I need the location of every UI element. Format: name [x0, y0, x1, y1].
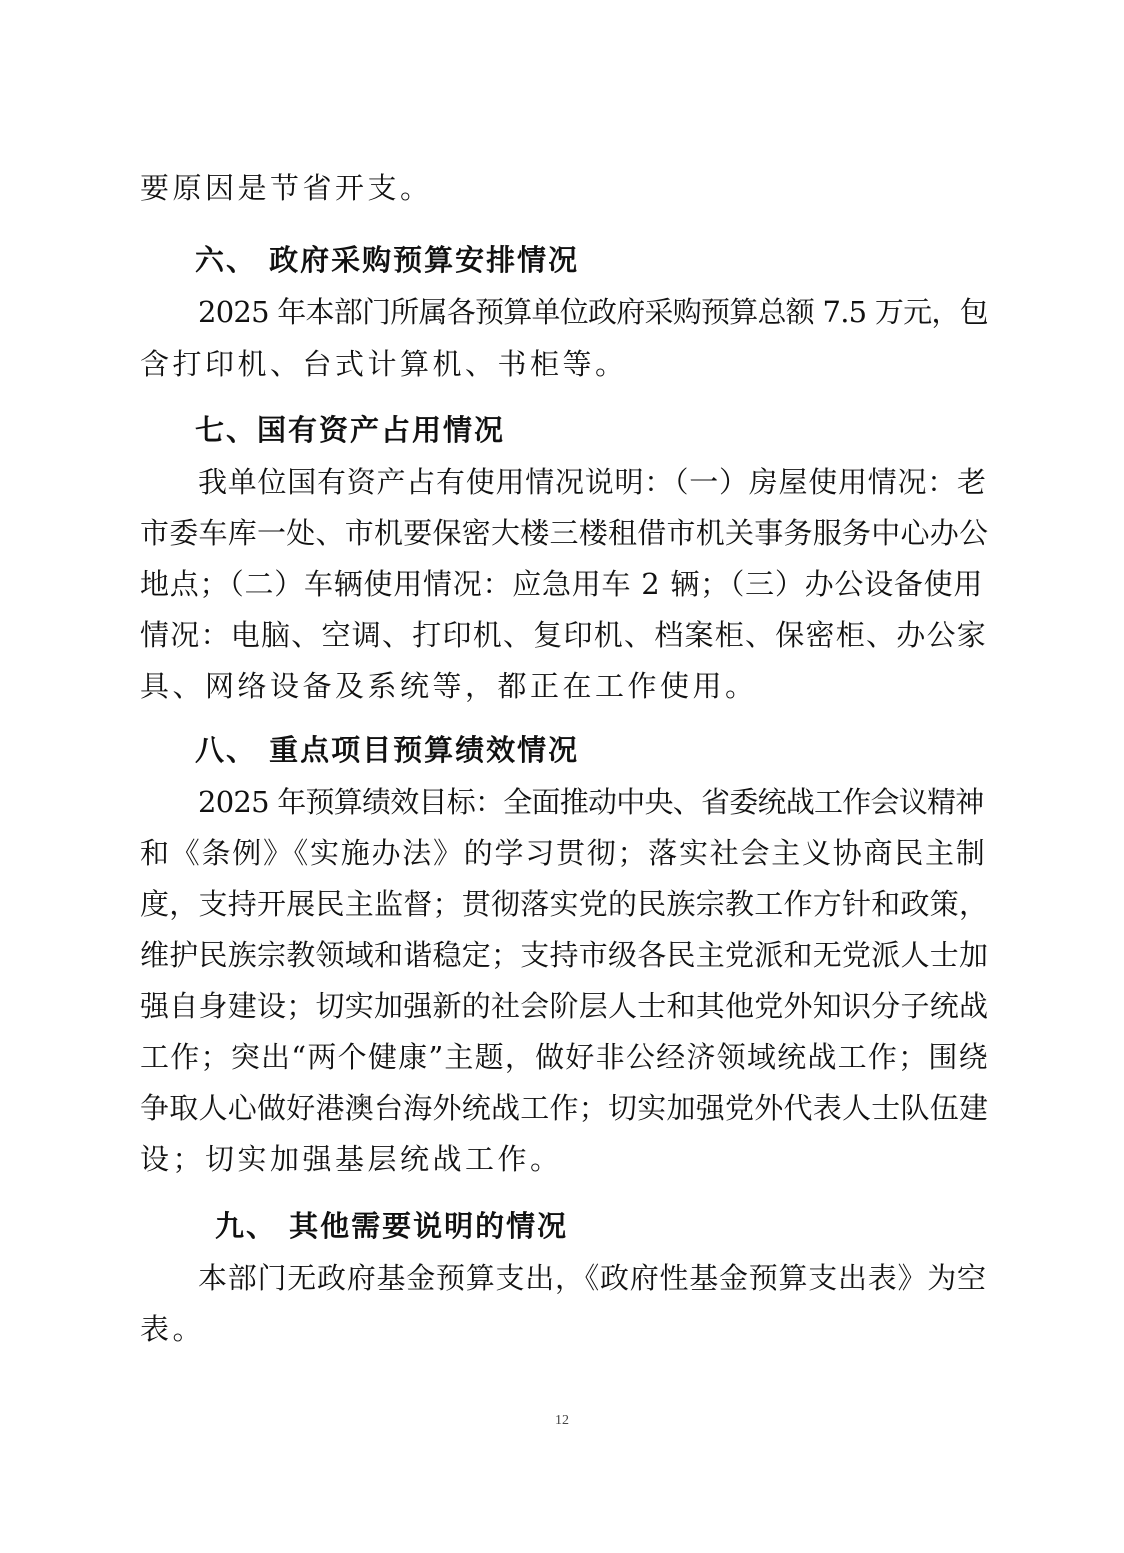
heading-section-9: 九、 其他需要说明的情况 — [215, 1209, 569, 1243]
section-7-line: 地点；（二）车辆使用情况：应急用车 2 辆；（三）办公设备使用 — [140, 567, 984, 601]
section-6-line: 含打印机、台式计算机、书柜等。 — [140, 347, 628, 381]
section-7-line: 情况：电脑、空调、打印机、复印机、档案柜、保密柜、办公家 — [140, 618, 988, 652]
paragraph-tail: 要原因是节省开支。 — [140, 171, 433, 205]
section-8-line: 和《条例》《实施办法》的学习贯彻；落实社会主义协商民主制 — [140, 836, 987, 870]
section-7-line: 我单位国有资产占有使用情况说明：（一）房屋使用情况：老 — [198, 465, 987, 499]
section-9-line: 表。 — [140, 1312, 206, 1346]
section-8-line: 设；切实加强基层统战工作。 — [140, 1142, 563, 1176]
section-8-line: 工作；突出“两个健康”主题，做好非公经济领域统战工作；围绕 — [140, 1040, 989, 1074]
section-8-line: 强自身建设；切实加强新的社会阶层人士和其他党外知识分子统战 — [140, 989, 989, 1023]
section-8-line: 维护民族宗教领域和谐稳定；支持市级各民主党派和无党派人士加 — [140, 938, 989, 972]
section-8-line: 争取人心做好港澳台海外统战工作；切实加强党外代表人士队伍建 — [140, 1091, 989, 1125]
section-6-line: 2025 年本部门所属各预算单位政府采购预算总额 7.5 万元，包 — [198, 295, 988, 329]
heading-section-7: 七、国有资产占用情况 — [195, 413, 506, 447]
section-9-line: 本部门无政府基金预算支出，《政府性基金预算支出表》为空 — [198, 1261, 987, 1295]
section-8-line: 2025 年预算绩效目标：全面推动中央、省委统战工作会议精神 — [198, 785, 984, 819]
heading-section-8: 八、 重点项目预算绩效情况 — [195, 733, 580, 767]
page-number: 12 — [555, 1413, 569, 1428]
section-8-line: 度，支持开展民主监督；贯彻落实党的民族宗教工作方针和政策， — [140, 887, 989, 921]
heading-section-6: 六、 政府采购预算安排情况 — [195, 243, 580, 277]
section-7-line: 市委车库一处、市机要保密大楼三楼租借市机关事务服务中心办公 — [140, 516, 989, 550]
section-7-line: 具、网络设备及系统等，都正在工作使用。 — [140, 669, 758, 703]
